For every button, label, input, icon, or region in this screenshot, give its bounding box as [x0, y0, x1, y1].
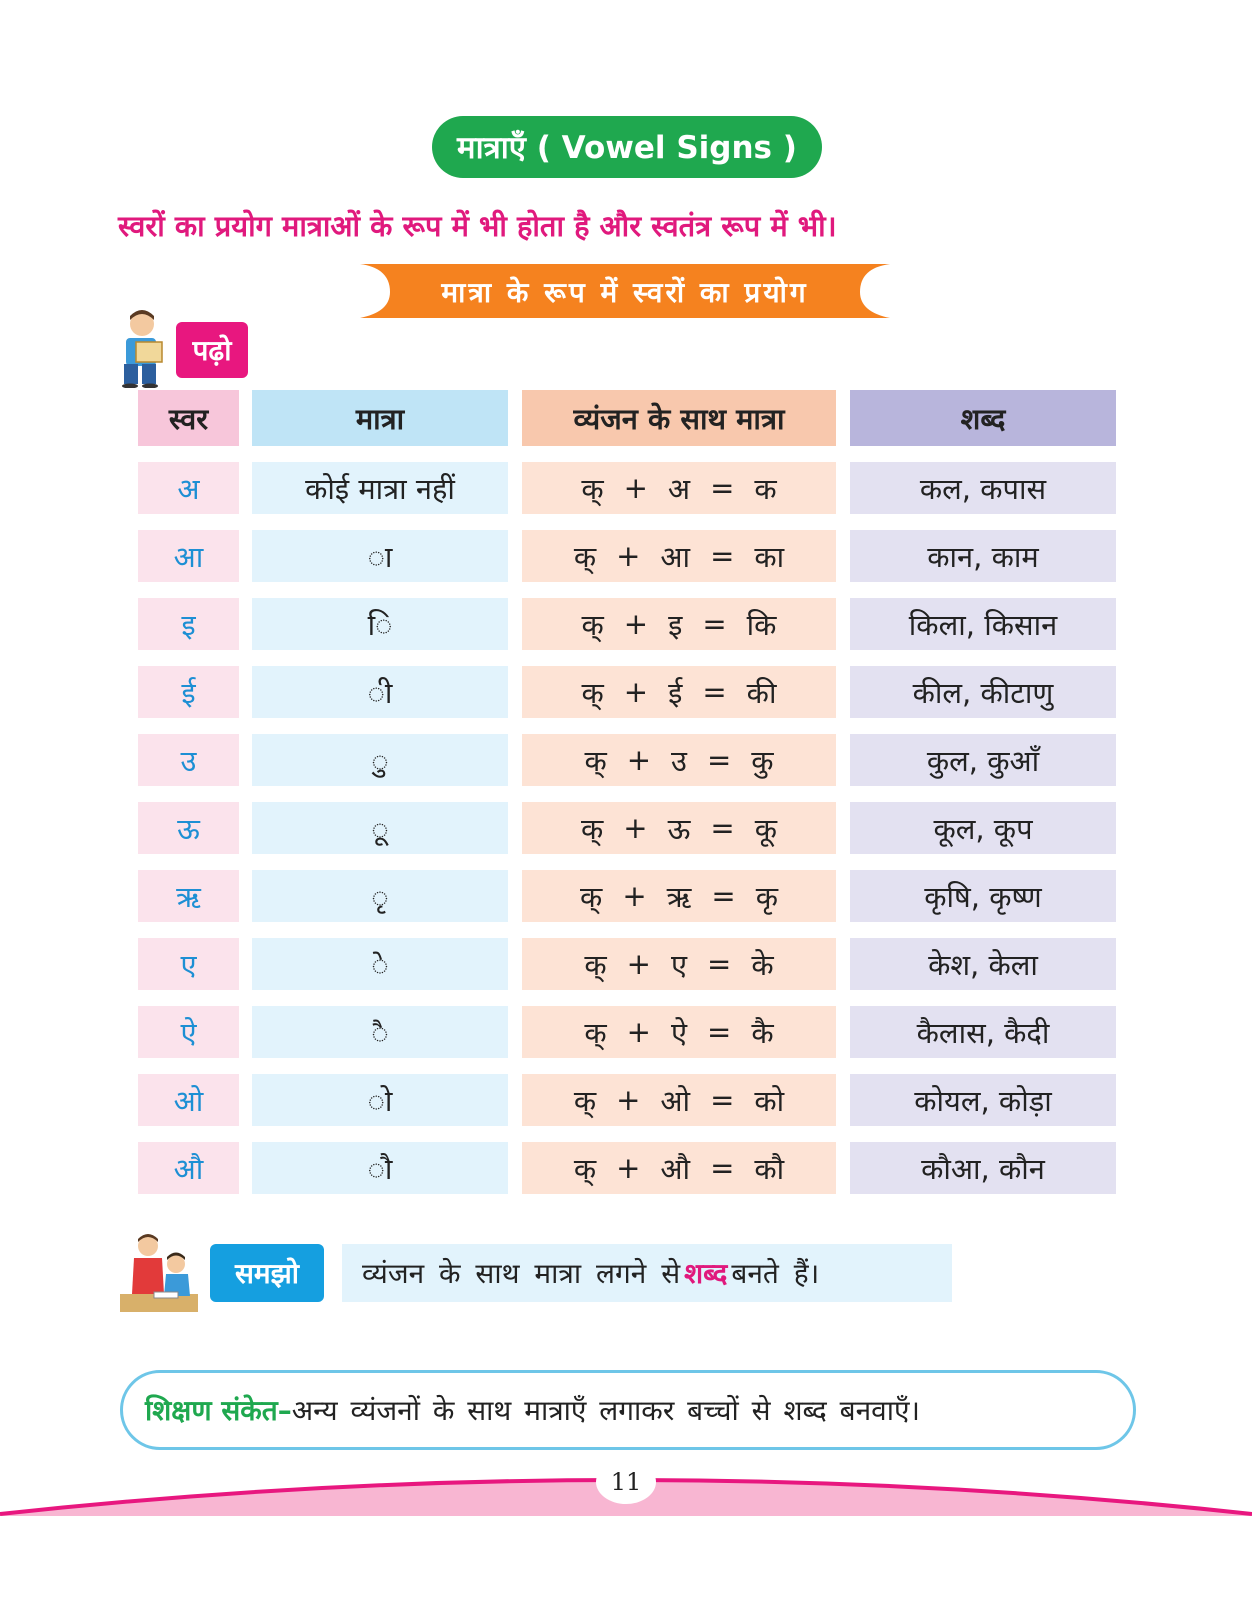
equation-vowel: ओ [660, 1083, 691, 1118]
equation-eq: = [710, 1151, 735, 1185]
words-cell: किला, किसान [850, 598, 1116, 650]
page-number: 11 [596, 1460, 656, 1504]
equation-eq: = [707, 1015, 732, 1049]
understand-highlight: शब्द [684, 1257, 728, 1290]
swar-cell: आ [138, 530, 239, 582]
swar-cell: उ [138, 734, 239, 786]
words-cell: कैलास, कैदी [850, 1006, 1116, 1058]
equation-result: की [746, 675, 777, 710]
equation-result: कू [754, 811, 777, 846]
words-cell: कूल, कूप [850, 802, 1116, 854]
equation-plus: + [626, 947, 651, 981]
equation-base: क् [584, 947, 607, 982]
equation-cell [522, 938, 836, 990]
words-cell: कौआ, कौन [850, 1142, 1116, 1194]
equation-base: क् [573, 1083, 597, 1118]
words-cell: केश, केला [850, 938, 1116, 990]
equation-result: का [754, 539, 785, 574]
equation-plus: + [623, 471, 648, 505]
equation-vowel: उ [671, 743, 687, 778]
equation-result: क [754, 471, 777, 506]
swar-cell: इ [138, 598, 239, 650]
words-cell: कील, कीटाणु [850, 666, 1116, 718]
section-banner-label: मात्रा के रूप में स्वरों का प्रयोग [441, 276, 809, 309]
understand-text-after: बनते हैं। [731, 1257, 820, 1290]
swar-cell: ओ [138, 1074, 239, 1126]
equation-plus: + [616, 1083, 641, 1117]
equation-base: क् [581, 811, 604, 846]
equation-base: क् [581, 607, 604, 642]
equation-eq: = [710, 1083, 735, 1117]
equation-vowel: अ [667, 471, 691, 506]
matra-cell: ि [252, 598, 508, 650]
equation-vowel: औ [660, 1151, 691, 1186]
understand-box [342, 1244, 952, 1302]
header-vyanjan: व्यंजन के साथ मात्रा [522, 390, 836, 446]
words-cell: कान, काम [850, 530, 1116, 582]
swar-cell: औ [138, 1142, 239, 1194]
matra-cell: ु [252, 734, 508, 786]
equation-cell [522, 462, 836, 514]
equation-result: को [754, 1083, 785, 1118]
equation-eq: = [711, 879, 736, 913]
equation-vowel: आ [660, 539, 691, 574]
swar-cell: ऋ [138, 870, 239, 922]
matra-cell: ू [252, 802, 508, 854]
equation-plus: + [623, 811, 648, 845]
words-cell: कोयल, कोड़ा [850, 1074, 1116, 1126]
matra-cell: ौ [252, 1142, 508, 1194]
equation-cell [522, 598, 836, 650]
equation-base: क् [573, 1151, 597, 1186]
equation-eq: = [710, 539, 735, 573]
equation-cell [522, 1006, 836, 1058]
equation-vowel: ए [670, 947, 688, 982]
matra-cell: कोई मात्रा नहीं [252, 462, 508, 514]
equation-cell [522, 870, 836, 922]
teaching-hint-text: अन्य व्यंजनों के साथ मात्राएँ लगाकर बच्चों से शब्द बनवाएँ। [291, 1394, 921, 1427]
equation-result: कु [751, 743, 774, 778]
equation-base: क् [581, 471, 604, 506]
header-shabd: शब्द [850, 390, 1116, 446]
equation-base: क् [581, 675, 604, 710]
equation-cell [522, 530, 836, 582]
equation-plus: + [622, 879, 647, 913]
understand-badge: समझो [210, 1244, 324, 1302]
swar-cell: ए [138, 938, 239, 990]
equation-cell [522, 802, 836, 854]
equation-plus: + [626, 743, 652, 777]
equation-result: कै [751, 1015, 774, 1050]
matra-cell: ो [252, 1074, 508, 1126]
equation-plus: + [623, 675, 649, 709]
equation-eq: = [710, 811, 735, 845]
equation-vowel: इ [668, 607, 683, 642]
equation-base: क् [584, 1015, 607, 1050]
equation-eq: = [702, 675, 727, 709]
equation-vowel: ऐ [670, 1015, 688, 1050]
equation-eq: = [707, 947, 732, 981]
equation-cell [522, 734, 836, 786]
matra-cell: ा [252, 530, 508, 582]
words-cell: कृषि, कृष्ण [850, 870, 1116, 922]
understand-text-before: व्यंजन के साथ मात्रा लगने से [362, 1257, 681, 1290]
equation-cell [522, 666, 836, 718]
equation-plus: + [616, 1151, 641, 1185]
header-swar: स्वर [138, 390, 239, 446]
swar-cell: अ [138, 462, 239, 514]
equation-base: क् [573, 539, 597, 574]
equation-plus: + [616, 539, 641, 573]
equation-vowel: ई [668, 675, 683, 710]
page-title: मात्राएँ ( Vowel Signs ) [432, 116, 822, 178]
equation-result: कृ [755, 879, 778, 914]
matra-cell: े [252, 938, 508, 990]
teacher-student-icon [118, 1232, 200, 1314]
equation-result: कौ [754, 1151, 785, 1186]
teaching-hint [120, 1370, 1136, 1450]
matra-cell: ी [252, 666, 508, 718]
equation-result: के [751, 947, 774, 982]
header-matra: मात्रा [252, 390, 508, 446]
intro-text: स्वरों का प्रयोग मात्राओं के रूप में भी होता है और स्वतंत्र रूप में भी। [118, 209, 837, 243]
read-badge: पढ़ो [176, 322, 248, 378]
words-cell: कल, कपास [850, 462, 1116, 514]
equation-base: क् [580, 879, 603, 914]
equation-plus: + [626, 1015, 651, 1049]
swar-cell: ऊ [138, 802, 239, 854]
matra-cell: ृ [252, 870, 508, 922]
equation-cell [522, 1074, 836, 1126]
words-cell: कुल, कुआँ [850, 734, 1116, 786]
equation-cell [522, 1142, 836, 1194]
swar-cell: ई [138, 666, 239, 718]
equation-eq: = [706, 743, 732, 777]
equation-result: कि [746, 607, 777, 642]
equation-eq: = [710, 471, 735, 505]
matra-cell: ै [252, 1006, 508, 1058]
equation-plus: + [623, 607, 649, 641]
equation-base: क् [584, 743, 607, 778]
section-banner [360, 262, 890, 322]
teaching-hint-lead: शिक्षण संकेत– [145, 1394, 292, 1427]
equation-eq: = [702, 607, 727, 641]
swar-cell: ऐ [138, 1006, 239, 1058]
equation-vowel: ऊ [667, 811, 691, 846]
equation-vowel: ऋ [666, 879, 692, 914]
reading-child-icon [118, 308, 172, 388]
